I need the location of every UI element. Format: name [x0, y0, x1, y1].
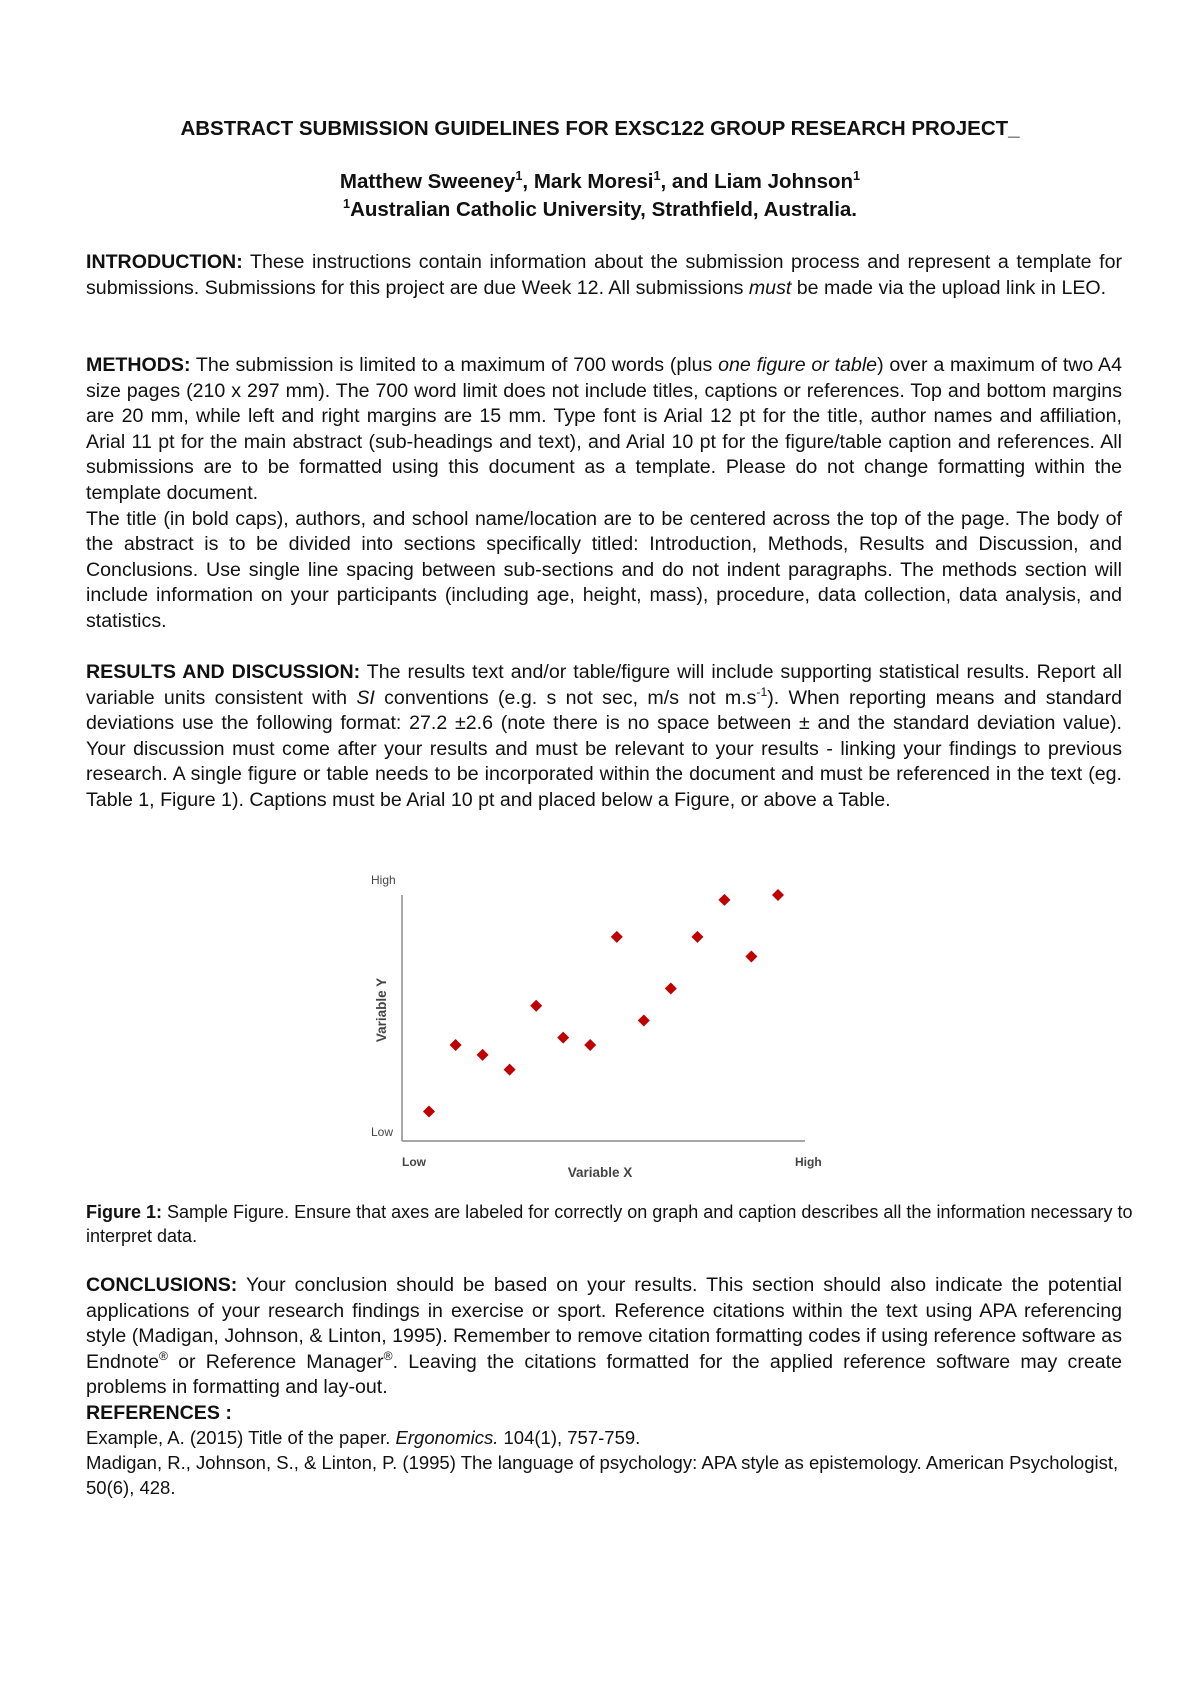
emphasis: must [748, 276, 792, 299]
x-axis-label: Variable X [567, 1165, 633, 1180]
emphasis: one figure or table [718, 354, 878, 376]
data-point [450, 1039, 462, 1051]
author-name: Matthew Sweeney [339, 170, 516, 193]
body-text: The results text and/or table/figure will include supporting statistical results. Report all variable units consistent with [86, 661, 1122, 709]
data-point [772, 889, 784, 901]
caption-text: Sample Figure. Ensure that axes are labeled for correctly on graph and caption describes all the information necessary to interpret data. [86, 1202, 1133, 1246]
data-point [584, 1039, 596, 1051]
author-list [0, 167, 1200, 194]
affiliation [0, 195, 1200, 222]
introduction-section [86, 250, 1122, 301]
body-text: ). When reporting means and standard deviations use the following format: 27.2 ±2.6 (note there is no space between ± and the standard deviation value). Your discussion must come after your results and must be relevant to your results - linking your findings to previous research. A single figure or table needs to be incorporated within the document and must be referenced in the text (eg. Table 1, Figure 1). Captions must be Arial 10 pt and placed below a Figure, or above a Table. [86, 686, 1123, 811]
section-heading: METHODS: [86, 354, 191, 376]
caption-label: Figure 1: [86, 1202, 163, 1222]
section-heading: RESULTS AND DISCUSSION: [86, 661, 361, 683]
document-title: ABSTRACT SUBMISSION GUIDELINES FOR EXSC122 GROUP RESEARCH PROJECT_ [180, 117, 1020, 140]
data-point [665, 982, 677, 994]
data-point [611, 931, 623, 943]
references-heading: REFERENCES : [86, 1401, 232, 1424]
body-text: The submission is limited to a maximum of 700 words (plus [190, 354, 719, 376]
emphasis: SI [356, 686, 375, 709]
author-name: , Mark Moresi [522, 170, 654, 193]
scatter-chart [0, 860, 1200, 1190]
data-point [691, 931, 703, 943]
body-text: be made via the upload link in LEO. [791, 276, 1107, 299]
y-tick-low: Low [371, 1125, 394, 1139]
x-tick-high: High [795, 1155, 822, 1169]
conclusions-section [86, 1273, 1122, 1427]
data-point [477, 1049, 489, 1061]
methods-section [86, 353, 1122, 635]
journal-name: Ergonomics. [395, 1427, 499, 1448]
data-point [504, 1064, 516, 1076]
affiliation-text: Australian Catholic University, Strathfield, Australia. [350, 198, 857, 221]
affiliation-marker: 1 [853, 167, 861, 183]
registered-mark: ® [159, 1348, 168, 1363]
data-point [423, 1105, 435, 1117]
body-text: Your conclusion should be based on your results. This section should also indicate the potential applications of your research findings in exercise or sport. Reference citations within the text using APA referencing style (Madigan, Johnson, & Linton, 1995). Remember to remove citation formatting codes if using reference software as Endnote [86, 1274, 1122, 1373]
reference-text: Example, A. (2015) Title of the paper. [86, 1427, 396, 1448]
section-heading: INTRODUCTION: [86, 251, 243, 273]
author-name: , and Liam Johnson [660, 170, 854, 193]
data-point [557, 1032, 569, 1044]
references-list [86, 1425, 1136, 1500]
registered-mark: ® [383, 1348, 393, 1363]
affiliation-marker: 1 [515, 167, 523, 183]
body-text: ) over a maximum of two A4 size pages (210 x 297 mm). The 700 word limit does not include titles, captions or references. Top and bottom margins are 20 mm, while left and right margins are 15 mm. Type font is Arial 12 pt for the title, author names and affiliation, Arial 11 pt for the main abstract (sub-headings and text), and Arial 10 pt for the figure/table caption and references. All submissions are to be formatted using this document as a template. Please do not change formatting within the template document. [86, 354, 1123, 504]
y-tick-high: High [371, 873, 396, 887]
figure-caption [86, 1201, 1136, 1248]
data-point [718, 894, 730, 906]
data-point [638, 1014, 650, 1026]
affiliation-marker: 1 [342, 195, 351, 211]
body-text: . Leaving the citations formatted for the applied reference software may create problems in formatting and lay-out. [86, 1350, 1122, 1399]
body-text: or Reference Manager [167, 1350, 384, 1373]
affiliation-marker: 1 [653, 167, 661, 183]
body-text: The title (in bold caps), authors, and school name/location are to be centered across the top of the page. The body of the abstract is to be divided into sections specifically titled: Introduction, Methods, Results and Discussion, and Conclusions. Use single line spacing between sub-sections and do not indent paragraphs. The methods section will include information on your participants (including age, height, mass), procedure, data collection, data analysis, and statistics. [86, 507, 1122, 632]
reference-text: 104(1), 757-759. [498, 1427, 641, 1448]
data-point [745, 951, 757, 963]
x-tick-low: Low [402, 1155, 426, 1169]
y-axis-label: Variable Y [374, 977, 389, 1043]
superscript: -1 [756, 684, 768, 699]
body-text: These instructions contain information about the submission process and represent a template for submissions. Submissions for this project are due Week 12. All submissions [86, 251, 1122, 299]
section-heading: CONCLUSIONS: [86, 1274, 238, 1296]
body-text: conventions (e.g. s not sec, m/s not m.s [374, 686, 757, 709]
data-point [530, 1000, 542, 1012]
results-section [86, 660, 1122, 814]
reference-item: Madigan, R., Johnson, S., & Linton, P. (1995) The language of psychology: APA style as epistemology. American Psychologist, 50(6), 428. [86, 1452, 1119, 1498]
reference-item [86, 1425, 1136, 1450]
